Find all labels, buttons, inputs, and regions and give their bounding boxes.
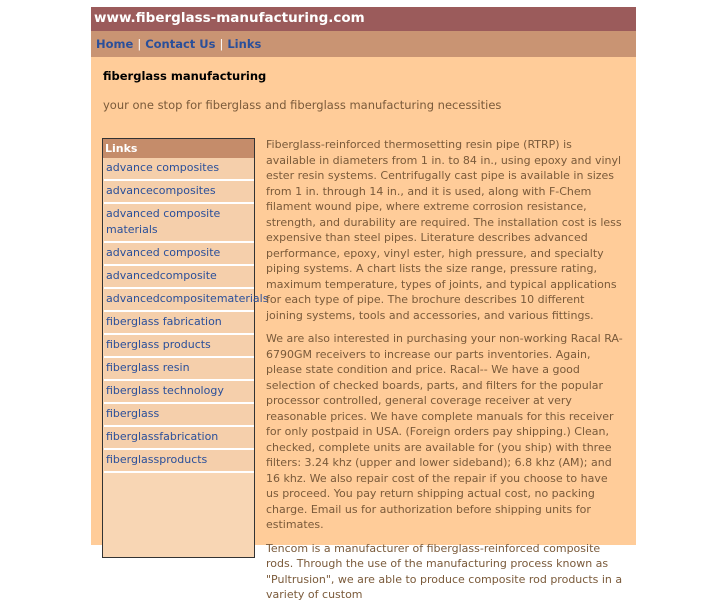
tagline: your one stop for fiberglass and fiberglass manufacturing necessities (103, 98, 502, 112)
sidebar-link[interactable]: fiberglass (104, 404, 254, 427)
sidebar-link[interactable]: fiberglassfabrication (104, 427, 254, 450)
page-container (91, 7, 636, 601)
nav-links-link[interactable]: Links (227, 37, 262, 51)
sidebar-link[interactable]: fiberglass fabrication (104, 312, 254, 335)
content-paragraph: We are also interested in purchasing your non-working Racal RA-6790GM receivers to increase our parts inventories. Again, please state condition and price. Racal-- We have a good selection of checked boards, parts, and filters for the popular processor controlled, general coverage receiver at very reasonable prices. We have complete manuals for this receiver for only postpaid in USA. (Foreign orders pay shipping.) Clean, checked, complete units are available for (you ship) with three filters: 3.24 khz (upper and lower sideband); 6.8 khz (AM); and 16 khz. We also repair cost of the repair if you choose to have us proceed. You pay return shipping actual cost, no packing charge. Email us for authorization before shipping units for estimates. (266, 332, 623, 531)
sidebar-link[interactable]: fiberglass technology (104, 381, 254, 404)
sidebar-link[interactable]: advanced composite materials (104, 204, 254, 243)
sidebar-link[interactable]: advance composites (104, 158, 254, 181)
nav-separator: | (219, 37, 224, 51)
sidebar-link[interactable]: fiberglass resin (104, 358, 254, 381)
main-content (266, 137, 623, 611)
sidebar-link[interactable]: fiberglass products (104, 335, 254, 358)
content-paragraph: Fiberglass-reinforced thermosetting resin pipe (RTRP) is available in diameters from 1 in. to 84 in., using epoxy and vinyl ester resin systems. Centrifugally cast pipe is available in sizes from 1 in. through 14 in., and it is used, along with F-Chem filament wound pipe, where extreme corrosion resistance, strength, and durability are required. The installation cost is less expensive than steel pipes. Literature describes advanced performance, epoxy, vinyl ester, high pressure, and specialty piping systems. A chart lists the size range, pressure rating, maximum temperature, types of joints, and typical applications for each type of pipe. The brochure describes 10 different joining systems, tools and accessories, and various fittings. (266, 138, 622, 322)
sidebar-link[interactable]: advancecomposites (104, 181, 254, 204)
sidebar-heading: Links (103, 139, 254, 158)
site-name-heading: fiberglass manufacturing (103, 69, 267, 83)
site-url-header: www.fiberglass-manufacturing.com (91, 7, 636, 31)
sidebar-link[interactable]: advancedcomposite (104, 266, 254, 289)
sidebar-link[interactable]: fiberglassproducts (104, 450, 254, 473)
nav-separator: | (137, 37, 142, 51)
sidebar-link[interactable]: advancedcompositematerials (104, 289, 254, 312)
content-paragraph: Tencom is a manufacturer of fiberglass-reinforced composite rods. Through the use of the manufacturing process known as "Pultrusion", we are able to produce composite rod products in a variety of custom (266, 541, 623, 601)
nav-home-link[interactable]: Home (96, 37, 134, 51)
sidebar-link[interactable]: advanced composite (104, 243, 254, 266)
nav-contact-us-link[interactable]: Contact Us (145, 37, 216, 51)
links-sidebar (102, 138, 269, 558)
top-nav (91, 31, 636, 57)
